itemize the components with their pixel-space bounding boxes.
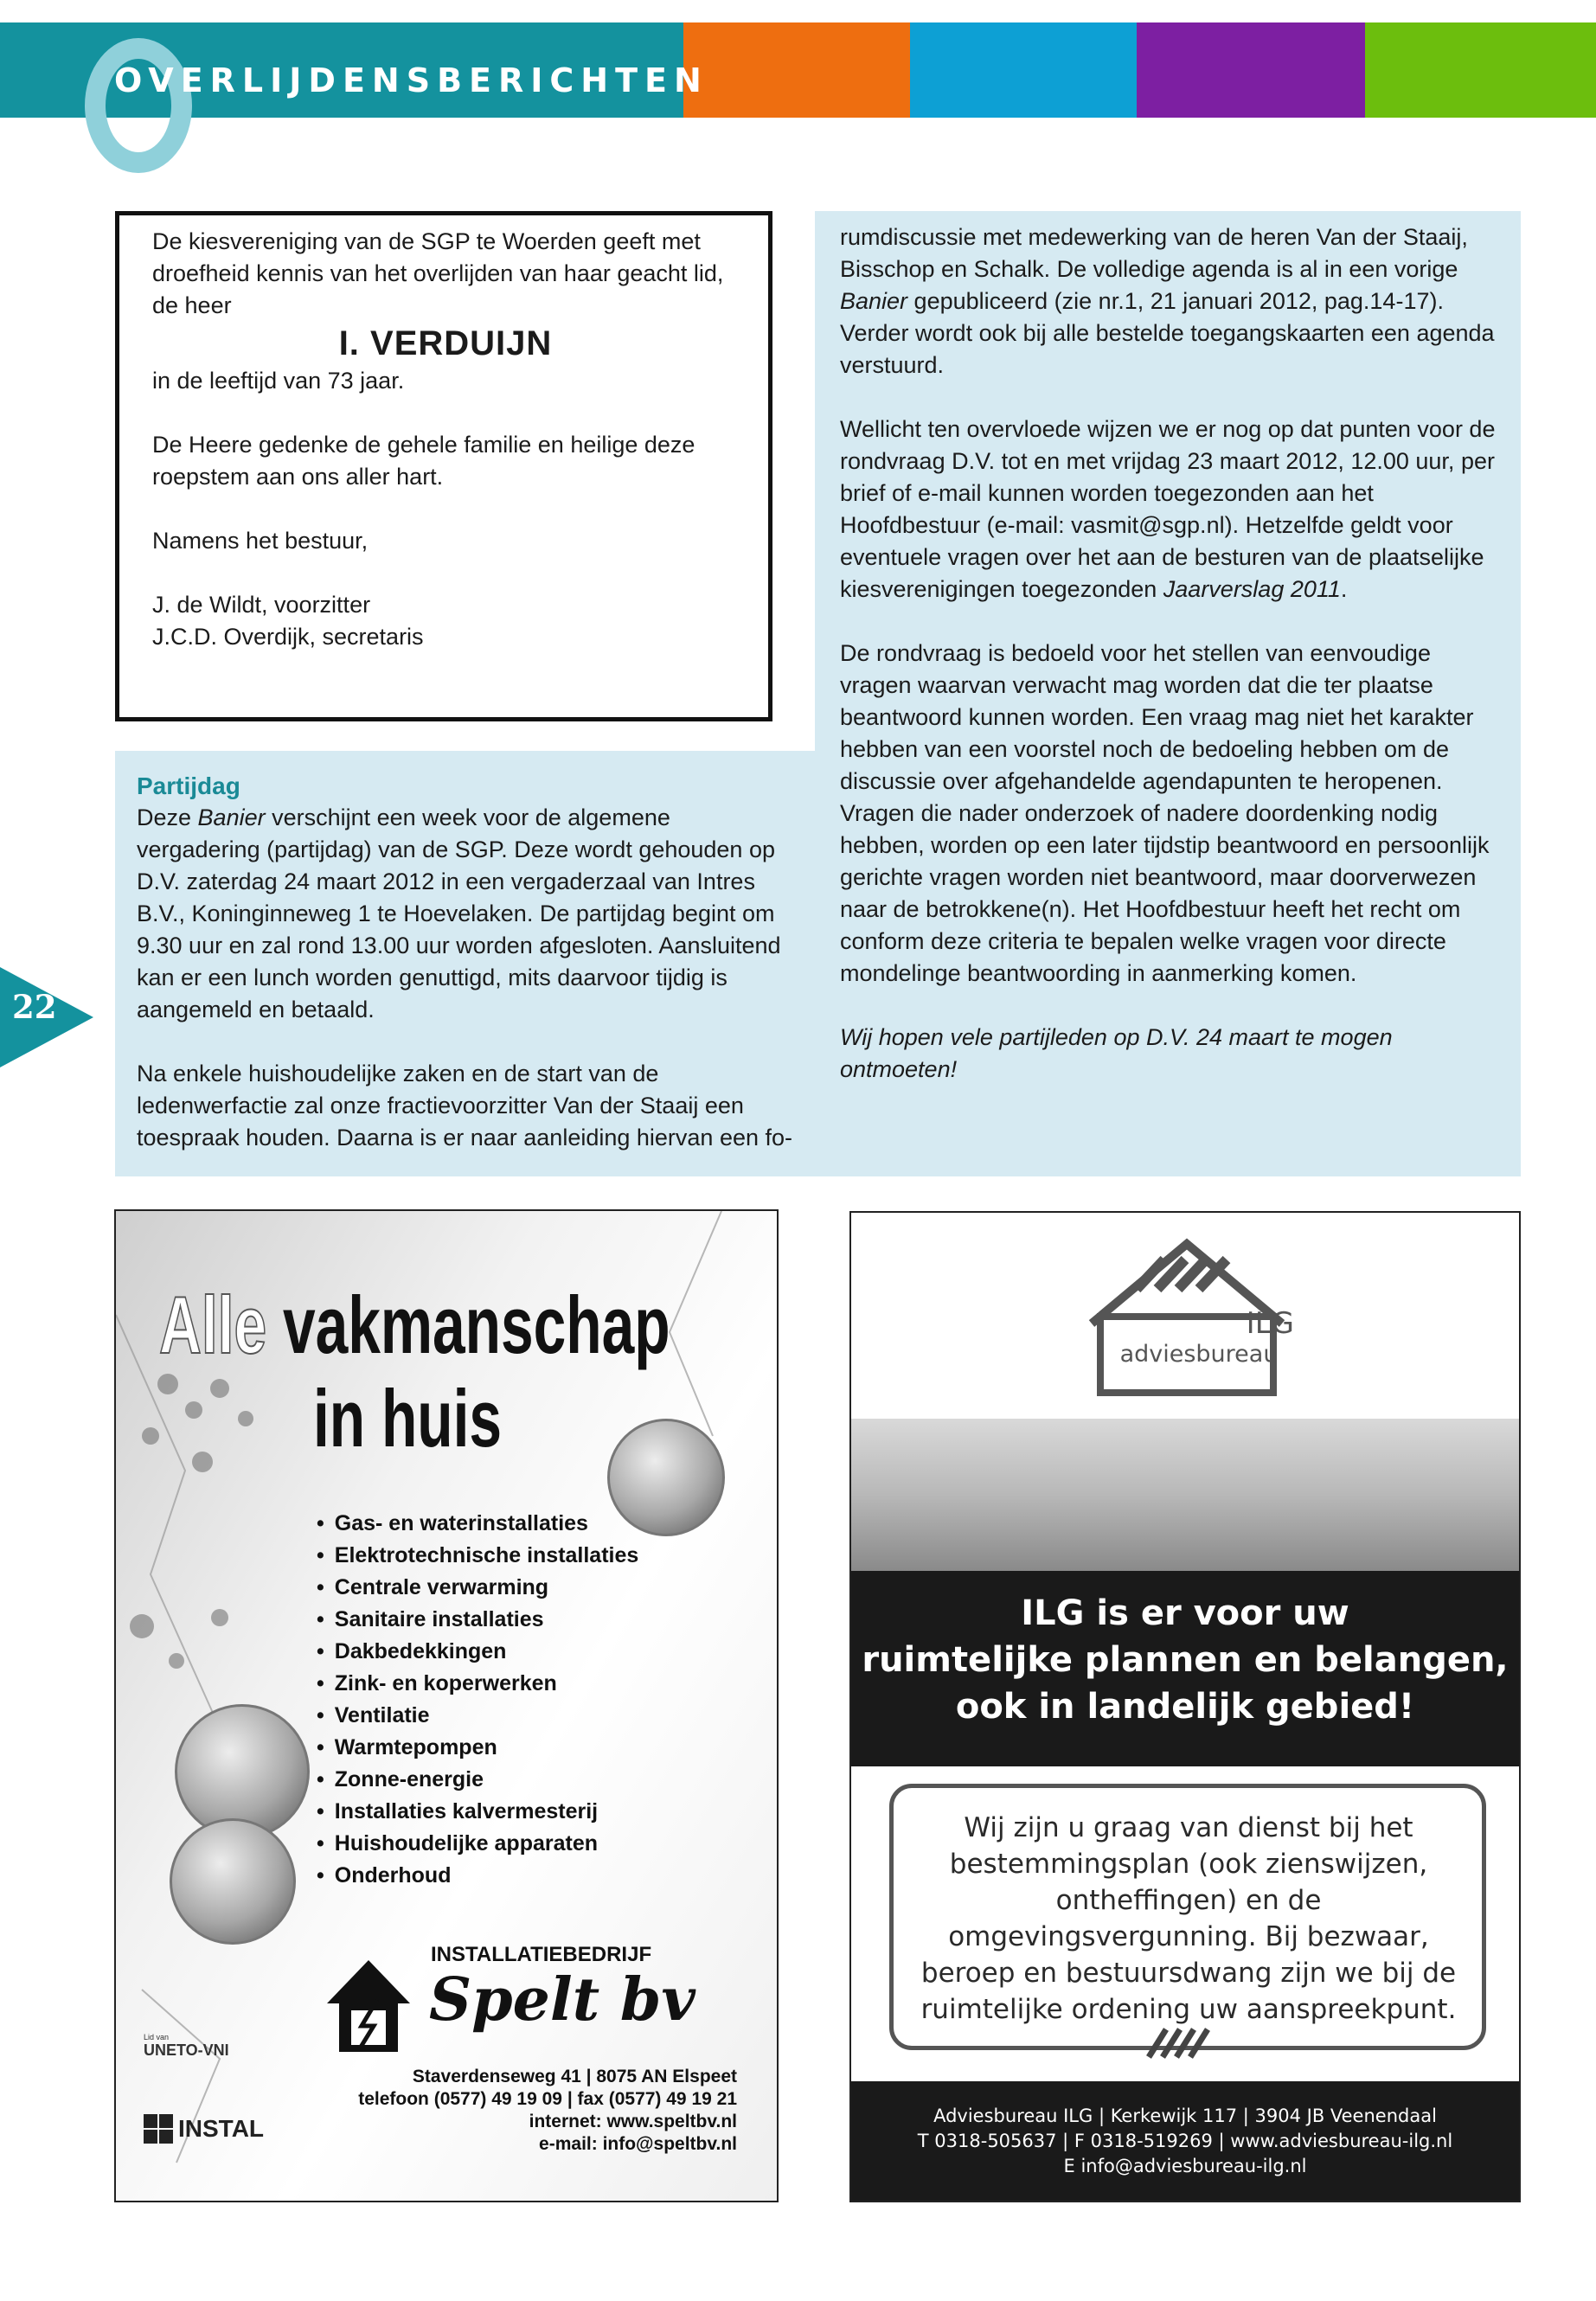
advert-ilg <box>849 1211 1521 2202</box>
article-closing: Wij hopen vele partijleden op D.V. 24 maart te mogen ontmoeten! <box>840 1024 1393 1082</box>
article-paragraph: Na enkele huishoudelijke zaken en de start van de ledenwerfactie zal onze fractievoorzitter Van der Staaij een toespraak houden. Daarna is er naar aanleiding hiervan een fo- <box>137 1061 793 1150</box>
service-item: • Dakbedekkingen <box>317 1636 638 1668</box>
header-band-orange <box>683 22 910 118</box>
service-item: • Zink- en koperwerken <box>317 1668 638 1700</box>
instal-logo: INSTAL <box>144 2114 264 2144</box>
spelt-headline-line2: in huis <box>313 1373 503 1464</box>
article-column-left <box>137 770 794 1154</box>
ilg-phone-web: T 0318-505637 | F 0318-519269 | www.adviesbureau-ilg.nl <box>917 2131 1453 2151</box>
ilg-email: E info@adviesbureau-ilg.nl <box>1063 2156 1307 2176</box>
ilg-contact <box>851 2104 1519 2179</box>
service-item: • Zonne-energie <box>317 1764 638 1796</box>
header-band-blue <box>910 22 1137 118</box>
service-item: • Centrale verwarming <box>317 1572 638 1604</box>
service-item: • Elektrotechnische installaties <box>317 1540 638 1572</box>
notice-blessing: De Heere gedenke de gehele familie en heilige deze roepstem aan ons aller hart. <box>152 432 695 490</box>
section-title: OVERLIJDENSBERICHTEN <box>114 61 708 99</box>
article-paragraph: rumdiscussie met medewerking van de heren Van der Staaij, Bisschop en Schalk. De volledige agenda is al in een vorige Banier gepubliceerd (zie nr.1, 21 januari 2012, pag.14-17). Verder wordt ook bij alle bestelde toegangskaarten een agenda verstuurd. <box>840 224 1495 378</box>
ilg-address: Adviesbureau ILG | Kerkewijk 117 | 3904 JB Veenendaal <box>933 2106 1437 2126</box>
page-number: 22 <box>12 988 57 1026</box>
header-band-green <box>1365 22 1596 118</box>
service-item: • Installaties kalvermesterij <box>317 1796 638 1828</box>
article-column-right <box>840 221 1499 1118</box>
advert-spelt <box>114 1209 779 2202</box>
ilg-tagline: ILG is er voor uw ruimtelijke plannen en belangen, ook in landelijk gebied! <box>862 1593 1509 1727</box>
notice-signatory: J.C.D. Overdijk, secretaris <box>152 624 424 650</box>
service-item: • Warmtepompen <box>317 1732 638 1764</box>
obituary-notice <box>115 211 772 721</box>
spelt-email: e-mail: info@speltbv.nl <box>539 2134 737 2154</box>
article-paragraph: Wellicht ten overvloede wijzen we er nog op dat punten voor de rondvraag D.V. tot en met vrijdag 23 maart 2012, 12.00 uur, per brief of e-mail kunnen worden toegezonden aan het Hoofdbestuur (e-mail: vasmit@sgp.nl). Hetzelfde geldt voor eventuele vragen over het aan de besturen van de plaatselijke kiesverenigingen toegezonden Jaarverslag 2011. <box>840 416 1496 602</box>
service-item: • Sanitaire installaties <box>317 1604 638 1636</box>
section-initial-o <box>85 38 192 173</box>
deceased-name: I. VERDUIJN <box>338 324 553 362</box>
spelt-headline: Alle vakmanschap <box>159 1279 670 1370</box>
spelt-address: Staverdenseweg 41 | 8075 AN Elspeet <box>412 2067 737 2086</box>
service-item: • Onderhoud <box>317 1860 638 1892</box>
article-heading: Partijdag <box>137 772 240 799</box>
notice-intro: De kiesvereniging van de SGP te Woerden geeft met droefheid kennis van het overlijden van haar geacht lid, de heer <box>152 228 724 318</box>
notice-age: in de leeftijd van 73 jaar. <box>152 368 405 394</box>
ilg-stripes-icon <box>1144 2026 1213 2061</box>
spelt-phone: telefoon (0577) 49 19 09 | fax (0577) 49 19 21 <box>358 2089 737 2109</box>
ilg-body-text: Wij zijn u graag van dienst bij het bestemmingsplan (ook zienswijzen, ontheffingen) en de omgevingsvergunning. Bij bezwaar, beroep en bestuursdwang zijn we bij de ruimtelijke ordening uw aanspreekpunt. <box>920 1812 1457 2025</box>
notice-signatory: J. de Wildt, voorzitter <box>152 592 371 618</box>
spelt-contact <box>358 2066 737 2156</box>
notice-on-behalf: Namens het bestuur, <box>152 528 369 554</box>
spelt-company-name: Spelt bv <box>429 1965 695 2035</box>
ilg-logo-text: ILG <box>1246 1306 1294 1341</box>
boiler-photo <box>170 1818 296 1945</box>
spelt-website: internet: www.speltbv.nl <box>529 2112 737 2131</box>
spelt-logo-icon <box>325 1958 412 2054</box>
header-band-purple <box>1137 22 1365 118</box>
uneto-vni-logo: Lid van UNETO-VNI <box>144 2033 229 2059</box>
article-paragraph: Deze Banier verschijnt een week voor de algemene vergadering (partijdag) van de SGP. Deze wordt gehouden op D.V. zaterdag 24 maart 2012 in een vergaderzaal van Intres B.V., Koninginneweg 1 te Hoevelaken. De partijdag begint om 9.30 uur en zal rond 13.00 uur worden afgesloten. Aansluitend kan er een lunch worden genuttigd, mits daarvoor tijdig is aangemeld en betaald. <box>137 804 781 1022</box>
ilg-logo-subtitle: adviesbureau <box>1119 1341 1279 1368</box>
services-list <box>317 1508 638 1892</box>
service-item: • Gas- en waterinstallaties <box>317 1508 638 1540</box>
spelt-company-label: INSTALLATIEBEDRIJF <box>431 1943 652 1966</box>
handshake-photo <box>851 1419 1519 1571</box>
service-item: • Huishoudelijke apparaten <box>317 1828 638 1860</box>
komo-icon <box>144 2114 173 2144</box>
service-item: • Ventilatie <box>317 1700 638 1732</box>
article-paragraph: De rondvraag is bedoeld voor het stellen van eenvoudige vragen waarvan verwacht mag worden dat die ter plaatse beantwoord kunnen worden. Een vraag mag niet het karakter hebben van een voorstel noch de bedoeling hebben om de discussie over afgehandelde agendapunten te heropenen. Vragen die nader onderzoek of nadere doordenking nodig hebben, worden op een later tijdstip beantwoord en persoonlijk gerichte vragen worden niet beantwoord, maar doorverwezen naar de betrokkene(n). Het Hoofdbestuur heeft het recht om conform deze criteria te bepalen welke vragen voor directe mondelinge beantwoording in aanmerking komen. <box>840 640 1490 986</box>
